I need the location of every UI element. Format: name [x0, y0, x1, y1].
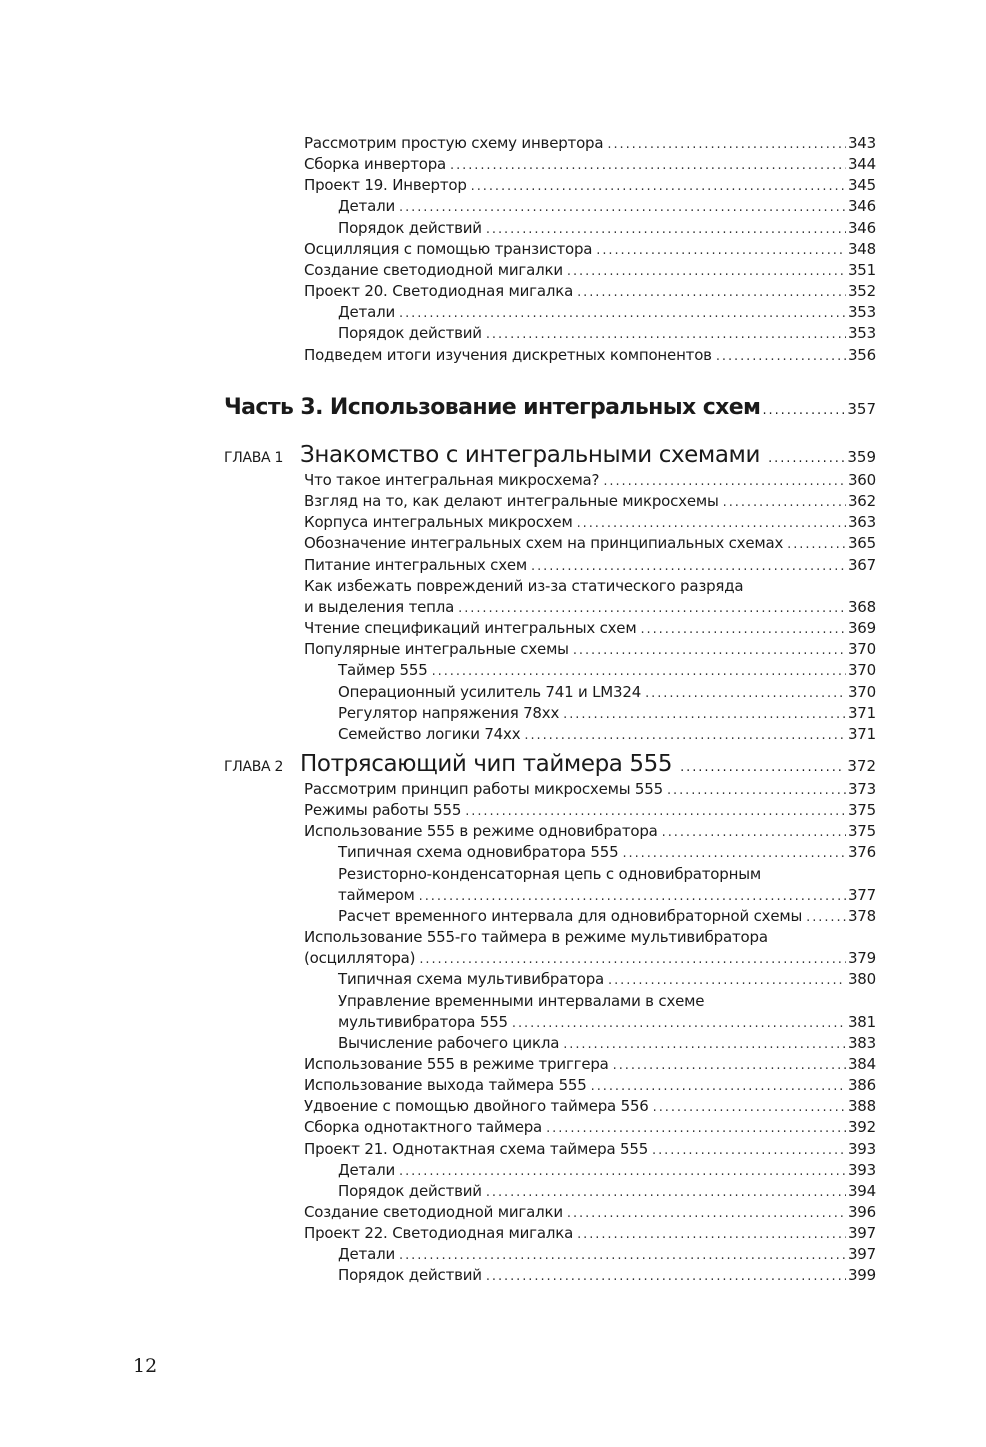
toc-entry-title-continued: мультивибратора 555 [338, 1012, 508, 1031]
chapter-title: Знакомство с интегральными схемами [300, 442, 761, 468]
toc-entry[interactable] [304, 597, 876, 618]
toc-entry[interactable] [338, 885, 876, 906]
toc-entry[interactable] [338, 682, 876, 703]
toc-entry[interactable] [304, 779, 876, 800]
part-heading[interactable] [224, 393, 876, 423]
toc-entry-title-continued: таймером [338, 885, 415, 904]
toc-entry-title: Использование 555 в режиме одновибратора [304, 822, 658, 841]
toc-entry[interactable] [338, 703, 876, 724]
toc-entry[interactable] [304, 175, 876, 196]
toc-entry-title: Детали [338, 303, 396, 322]
toc-entry-title: Сборка однотактного таймера [304, 1118, 543, 1137]
toc-entry[interactable] [304, 1096, 876, 1117]
toc-entry-title-continued: (осциллятора) [304, 949, 416, 968]
toc-page-number: 346 [847, 218, 876, 237]
toc-page-number: 356 [847, 345, 876, 364]
dot-leader [640, 619, 846, 640]
dot-leader [563, 704, 846, 725]
toc-entry[interactable] [304, 1223, 876, 1244]
toc-page-number: 375 [847, 801, 876, 820]
chapter-label: ГЛАВА 1 [224, 450, 284, 466]
toc-page-number: 362 [847, 492, 876, 511]
toc-page-number: 370 [847, 640, 876, 659]
chapter-heading[interactable] [224, 440, 876, 470]
toc-entry-title: Регулятор напряжения 78xx [338, 703, 560, 722]
toc-entry-title: Проект 20. Светодиодная мигалка [304, 282, 574, 301]
toc-entry-title: Операционный усилитель 741 и LM324 [338, 682, 642, 701]
part-title: Часть 3. Использование интегральных схем [224, 395, 761, 420]
toc-page-number: 363 [847, 513, 876, 532]
toc-entry[interactable] [304, 821, 876, 842]
toc-entry-title: Порядок действий [338, 324, 482, 343]
dot-leader [399, 197, 846, 218]
chapter-heading[interactable] [224, 749, 876, 779]
toc-entry[interactable] [304, 281, 876, 302]
toc-entry-title: Управление временными интервалами в схеме [338, 991, 705, 1010]
toc-entry-title: Порядок действий [338, 218, 482, 237]
toc-entry-title: Типичная схема одновибратора 555 [338, 843, 619, 862]
toc-page-number: 370 [847, 682, 876, 701]
toc-entry-title: Детали [338, 197, 396, 216]
dot-leader [806, 907, 846, 928]
toc-entry[interactable] [304, 800, 876, 821]
dot-leader [419, 949, 846, 970]
toc-entry-title: Чтение спецификаций интегральных схем [304, 619, 637, 638]
toc-entry[interactable] [304, 1139, 876, 1160]
toc-entry-title: Порядок действий [338, 1266, 482, 1285]
toc-entry-title: Детали [338, 1160, 396, 1179]
toc-page-number: 397 [847, 1224, 876, 1243]
toc-page-number: 384 [847, 1054, 876, 1073]
toc-entry-title: Популярные интегральные схемы [304, 640, 569, 659]
toc-page-number: 397 [847, 1245, 876, 1264]
toc-entry-title-continued: и выделения тепла [304, 597, 455, 616]
toc-page-number: 372 [847, 757, 876, 775]
toc-page-number: 365 [847, 534, 876, 553]
toc-page-number: 386 [847, 1076, 876, 1095]
toc-entry-title: Семейство логики 74xx [338, 724, 521, 743]
toc-entry-title: Рассмотрим принцип работы микросхемы 555 [304, 780, 663, 798]
toc-page-number: 368 [847, 597, 876, 616]
dot-leader [399, 1161, 846, 1182]
toc-page-number: 396 [847, 1203, 876, 1221]
toc-page-number: 359 [847, 448, 876, 466]
toc-entry-title: Подведем итоги изучения дискретных компонентов [304, 345, 712, 364]
toc-entry[interactable] [304, 491, 876, 512]
toc-entry[interactable] [304, 154, 876, 175]
toc-entry-line [304, 576, 876, 597]
toc-page-number: 344 [847, 155, 876, 174]
toc-entry[interactable] [338, 1012, 876, 1033]
toc-entry[interactable] [304, 1075, 876, 1096]
dot-leader [723, 492, 846, 513]
toc-page-number: 370 [847, 661, 876, 680]
dot-leader [652, 1140, 846, 1161]
dot-leader [486, 219, 846, 240]
toc-entry[interactable] [304, 260, 876, 281]
toc-page-number: 353 [847, 303, 876, 322]
toc-page-number: 381 [847, 1012, 876, 1031]
dot-leader [486, 324, 846, 345]
dot-leader [524, 725, 846, 746]
toc-entry-title: Сборка инвертора [304, 155, 447, 174]
toc-entry-title: Расчет временного интервала для одновибраторной схемы [338, 906, 803, 925]
dot-leader [573, 640, 846, 661]
toc-page-number: 378 [847, 906, 876, 925]
toc-entry-title: Типичная схема мультивибратора [338, 970, 605, 989]
toc-page-number: 360 [847, 471, 876, 489]
toc-entry-title: Питание интегральных схем [304, 555, 528, 574]
toc-page-number: 377 [847, 885, 876, 904]
toc-page-number: 393 [847, 1160, 876, 1179]
toc-entry[interactable] [338, 660, 876, 681]
toc-entry-title: Обозначение интегральных схем на принципиальных схемах [304, 534, 784, 553]
toc-page-number: 348 [847, 239, 876, 258]
dot-leader [567, 261, 846, 282]
dot-leader [608, 970, 846, 991]
toc-page-number: 375 [847, 822, 876, 841]
dot-leader [531, 556, 846, 577]
toc-page-number: 352 [847, 282, 876, 301]
dot-leader [399, 1245, 846, 1266]
toc-page-number: 373 [847, 780, 876, 798]
toc-page-number: 343 [847, 134, 876, 152]
toc-entry-title: Что такое интегральная микросхема? [304, 471, 600, 489]
toc-entry[interactable] [338, 323, 876, 344]
dot-leader [577, 1224, 846, 1245]
dot-leader [762, 396, 845, 426]
toc-entry-title: Использование 555-го таймера в режиме мультивибратора [304, 928, 768, 947]
dot-leader [399, 303, 846, 324]
toc-page-number: 388 [847, 1097, 876, 1116]
toc-entry-title: Рассмотрим простую схему инвертора [304, 134, 604, 152]
toc-page-number: 392 [847, 1118, 876, 1137]
toc-entry-title: Режимы работы 555 [304, 801, 462, 820]
toc-page-number: 346 [847, 197, 876, 216]
toc-page-number: 371 [847, 724, 876, 743]
toc-page-number: 367 [847, 555, 876, 574]
toc-page-number: 394 [847, 1181, 876, 1200]
toc-entry[interactable] [338, 1265, 876, 1286]
dot-leader [716, 346, 846, 367]
toc-entry[interactable] [304, 555, 876, 576]
dot-leader [486, 1266, 846, 1287]
toc-entry[interactable] [338, 302, 876, 323]
toc-page-number: 371 [847, 703, 876, 722]
toc-entry[interactable] [338, 196, 876, 217]
dot-leader [662, 822, 846, 843]
dot-leader [486, 1182, 846, 1203]
toc-entry[interactable] [338, 969, 876, 990]
toc-entry-title: Проект 19. Инвертор [304, 176, 467, 195]
dot-leader [653, 1097, 846, 1118]
chapter-label: ГЛАВА 2 [224, 759, 284, 775]
dot-leader [577, 513, 846, 534]
toc-entry[interactable] [338, 1244, 876, 1265]
toc-entry-line [304, 927, 876, 948]
toc-page-number: 383 [847, 1033, 876, 1052]
toc-entry-title: Использование 555 в режиме триггера [304, 1054, 609, 1073]
dot-leader [591, 1076, 846, 1097]
toc-entry-title: Резисторно-конденсаторная цепь с одновибраторным [338, 864, 761, 883]
toc-page-number: 379 [847, 949, 876, 968]
dot-leader [613, 1055, 846, 1076]
dot-leader [787, 534, 846, 555]
dot-leader [458, 598, 846, 619]
dot-leader [450, 155, 846, 176]
toc-entry[interactable] [338, 1033, 876, 1054]
toc-entry-title: Создание светодиодной мигалки [304, 260, 563, 279]
toc-entry-title: Таймер 555 [338, 661, 428, 680]
toc-page-number: 399 [847, 1266, 876, 1285]
toc-entry[interactable] [338, 1181, 876, 1202]
toc-entry[interactable] [304, 133, 876, 154]
dot-leader [622, 843, 846, 864]
toc-entry[interactable] [304, 1117, 876, 1138]
toc-entry-title: Детали [338, 1245, 396, 1264]
toc-entry[interactable] [304, 512, 876, 533]
dot-leader [603, 471, 846, 492]
toc-entry[interactable] [304, 1202, 876, 1223]
toc-entry-title: Порядок действий [338, 1181, 482, 1200]
toc-page-number: 376 [847, 843, 876, 862]
dot-leader [667, 780, 846, 801]
toc-entry-title: Осцилляция с помощью транзистора [304, 239, 593, 258]
dot-leader [471, 176, 846, 197]
toc-entry-title: Удвоение с помощью двойного таймера 556 [304, 1097, 649, 1116]
toc-entry-title: Взгляд на то, как делают интегральные микросхемы [304, 492, 719, 511]
toc-entry[interactable] [338, 906, 876, 927]
toc-page-number: 369 [847, 619, 876, 638]
toc-entry-title: Вычисление рабочего цикла [338, 1033, 560, 1052]
dot-leader [567, 1203, 846, 1224]
toc-page-number: 353 [847, 324, 876, 343]
dot-leader [432, 661, 846, 682]
toc-page-number: 393 [847, 1139, 876, 1158]
toc-entry[interactable] [338, 842, 876, 863]
toc-entry-title: Проект 22. Светодиодная мигалка [304, 1224, 574, 1243]
toc-entry-title: Корпуса интегральных микросхем [304, 513, 573, 532]
toc-entry-title: Проект 21. Однотактная схема таймера 555 [304, 1139, 649, 1158]
toc-entry[interactable] [304, 948, 876, 969]
toc-entry[interactable] [304, 239, 876, 260]
toc-entry-title: Как избежать повреждений из-за статического разряда [304, 576, 744, 595]
toc-page-number: 380 [847, 970, 876, 989]
toc-entry[interactable] [304, 470, 876, 491]
toc-entry-title: Создание светодиодной мигалки [304, 1203, 563, 1221]
toc-entry[interactable] [338, 1160, 876, 1181]
toc-entry[interactable] [338, 218, 876, 239]
dot-leader [645, 683, 846, 704]
dot-leader [419, 886, 846, 907]
toc-entry-line [338, 864, 876, 885]
toc-entry[interactable] [304, 618, 876, 639]
dot-leader [512, 1013, 846, 1034]
toc-entry-title: Использование выхода таймера 555 [304, 1076, 587, 1095]
dot-leader [465, 801, 846, 822]
toc-page-number: 351 [847, 260, 876, 279]
toc-entry[interactable] [338, 724, 876, 745]
chapter-title: Потрясающий чип таймера 555 [300, 751, 673, 777]
dot-leader [546, 1118, 846, 1139]
toc-entry[interactable] [304, 345, 876, 366]
dot-leader [563, 1034, 846, 1055]
toc-entry-line [338, 991, 876, 1012]
toc-entry[interactable] [304, 1054, 876, 1075]
toc-entry[interactable] [304, 639, 876, 660]
toc-page-number: 345 [847, 176, 876, 195]
dot-leader [577, 282, 846, 303]
page-number: 12 [133, 1355, 158, 1377]
dot-leader [607, 134, 846, 155]
toc-page-number: 357 [847, 400, 876, 418]
dot-leader [596, 240, 846, 261]
toc-entry[interactable] [304, 533, 876, 554]
